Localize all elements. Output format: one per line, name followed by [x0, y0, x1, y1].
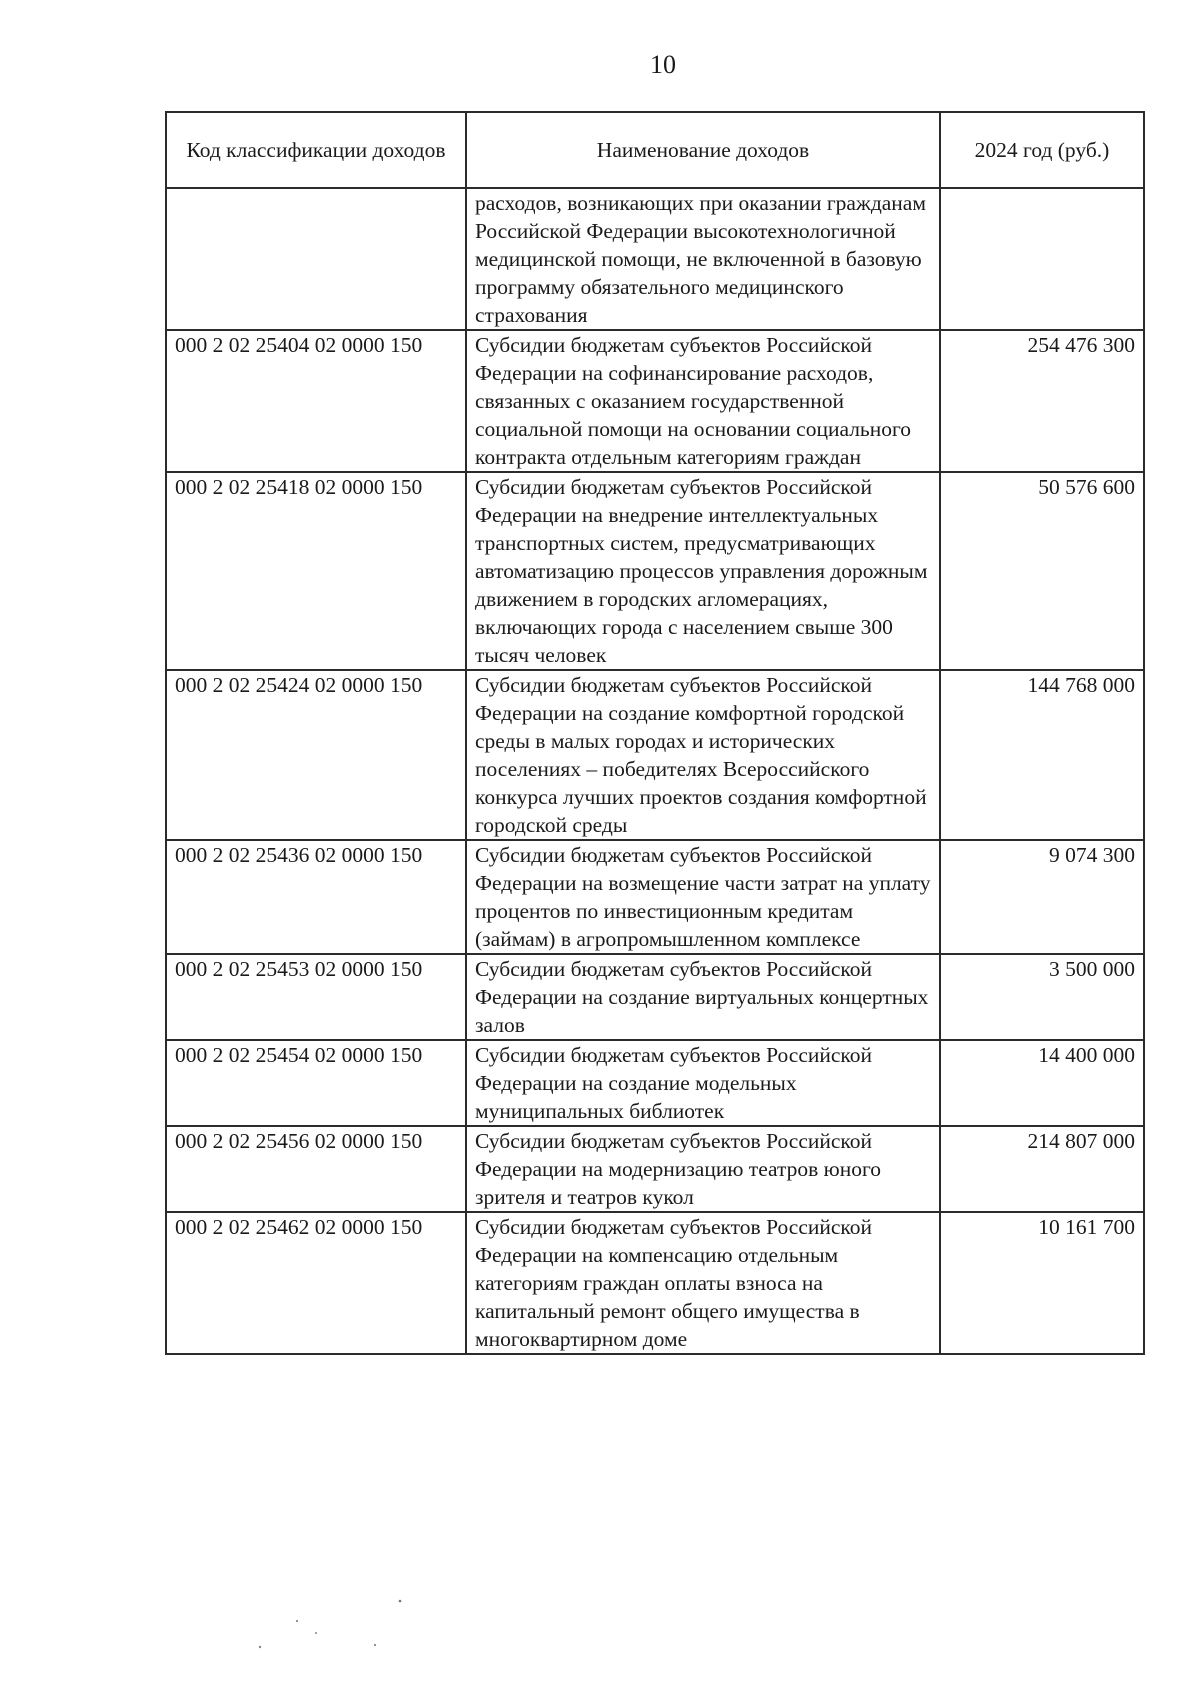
header-name: Наименование доходов: [466, 112, 940, 188]
table-row: [166, 1040, 1144, 1126]
amount-cell: 50 576 600: [940, 472, 1144, 670]
name-cell: Субсидии бюджетам субъектов Российской Федерации на компенсацию отдельным категориям граждан оплаты взноса на капитальный ремонт общего имущества в многоквартирном доме: [466, 1212, 940, 1354]
table-row: [166, 670, 1144, 840]
name-cell: расходов, возникающих при оказании гражданам Российской Федерации высокотехнологичной медицинской помощи, не включенной в базовую программу обязательного медицинского страхования: [466, 188, 940, 330]
name-cell: Субсидии бюджетам субъектов Российской Федерации на создание модельных муниципальных библиотек: [466, 1040, 940, 1126]
amount-cell: 14 400 000: [940, 1040, 1144, 1126]
table-row: [166, 330, 1144, 472]
amount-cell: 254 476 300: [940, 330, 1144, 472]
name-cell: Субсидии бюджетам субъектов Российской Федерации на внедрение интеллектуальных транспортных систем, предусматривающих автоматизацию процессов управления дорожным движением в городских агломерациях, включающих города с населением свыше 300 тысяч человек: [466, 472, 940, 670]
code-cell: 000 2 02 25404 02 0000 150: [166, 330, 466, 472]
amount-cell: 9 074 300: [940, 840, 1144, 954]
amount-cell: 10 161 700: [940, 1212, 1144, 1354]
header-row: [166, 112, 1144, 188]
amount-cell: 214 807 000: [940, 1126, 1144, 1212]
table-row: [166, 840, 1144, 954]
name-cell: Субсидии бюджетам субъектов Российской Федерации на софинансирование расходов, связанных с оказанием государственной социальной помощи на основании социального контракта отдельным категориям граждан: [466, 330, 940, 472]
name-cell: Субсидии бюджетам субъектов Российской Федерации на модернизацию театров юного зрителя и театров кукол: [466, 1126, 940, 1212]
continuation-row: [166, 188, 1144, 330]
table-body: [166, 188, 1144, 1354]
header-amount: 2024 год (руб.): [940, 112, 1144, 188]
amount-cell: [940, 188, 1144, 330]
code-cell: 000 2 02 25462 02 0000 150: [166, 1212, 466, 1354]
header-code: Код классификации доходов: [166, 112, 466, 188]
table-row: [166, 1126, 1144, 1212]
income-table: [165, 111, 1145, 1355]
code-cell: 000 2 02 25456 02 0000 150: [166, 1126, 466, 1212]
code-cell: 000 2 02 25436 02 0000 150: [166, 840, 466, 954]
code-cell: 000 2 02 25454 02 0000 150: [166, 1040, 466, 1126]
scan-specks: [250, 1595, 430, 1665]
amount-cell: 3 500 000: [940, 954, 1144, 1040]
amount-cell: 144 768 000: [940, 670, 1144, 840]
table-row: [166, 954, 1144, 1040]
page-number: 10: [650, 50, 676, 79]
code-cell: [166, 188, 466, 330]
name-cell: Субсидии бюджетам субъектов Российской Федерации на возмещение части затрат на уплату процентов по инвестиционным кредитам (займам) в агропромышленном комплексе: [466, 840, 940, 954]
code-cell: 000 2 02 25453 02 0000 150: [166, 954, 466, 1040]
name-cell: Субсидии бюджетам субъектов Российской Федерации на создание виртуальных концертных залов: [466, 954, 940, 1040]
name-cell: Субсидии бюджетам субъектов Российской Федерации на создание комфортной городской среды в малых городах и исторических поселениях – победителях Всероссийского конкурса лучших проектов создания комфортной городской среды: [466, 670, 940, 840]
table-row: [166, 472, 1144, 670]
table-header: [166, 112, 1144, 188]
code-cell: 000 2 02 25418 02 0000 150: [166, 472, 466, 670]
table-row: [166, 1212, 1144, 1354]
code-cell: 000 2 02 25424 02 0000 150: [166, 670, 466, 840]
